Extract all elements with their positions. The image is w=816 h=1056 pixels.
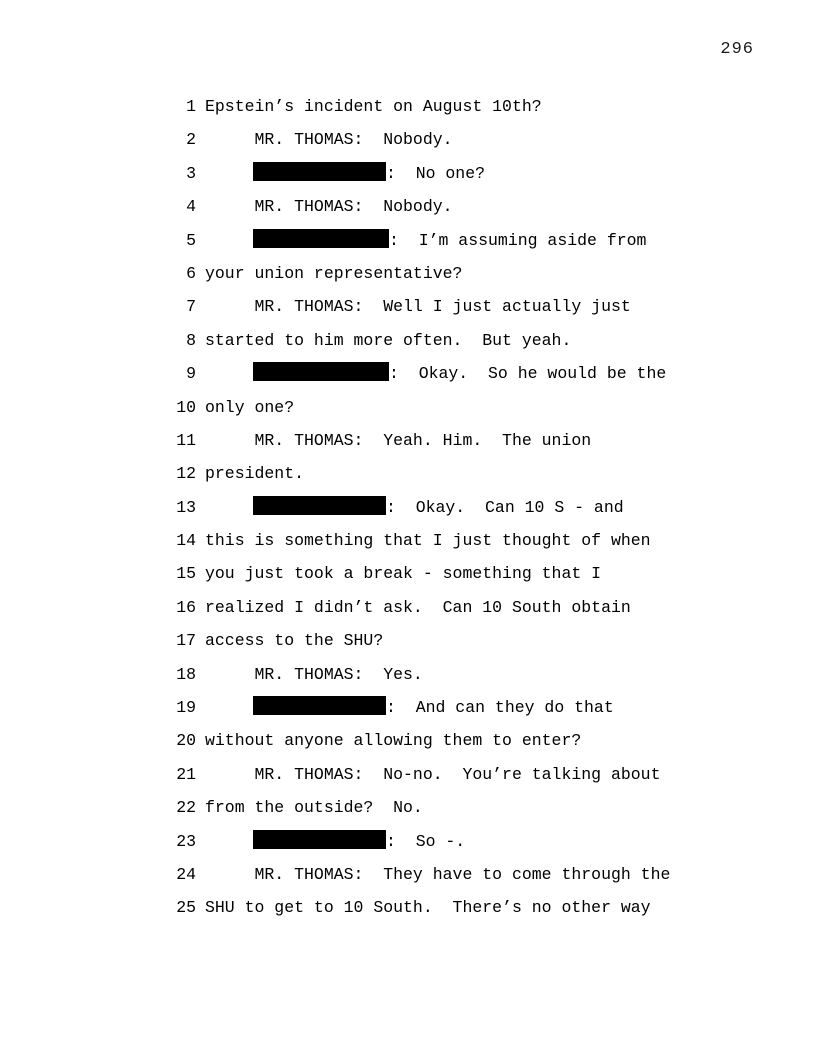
transcript-line	[0, 658, 816, 691]
line-text	[205, 157, 816, 190]
redaction-bar	[253, 496, 386, 515]
transcript-line	[0, 457, 816, 490]
line-content: : And can they do that	[386, 698, 614, 718]
line-content: started to him more often. But yeah.	[205, 330, 572, 350]
line-text	[205, 524, 816, 557]
transcript-line	[0, 758, 816, 791]
line-text	[205, 858, 816, 891]
line-number: 13	[176, 497, 196, 517]
line-content: MR. THOMAS: No-no. You’re talking about	[205, 764, 661, 784]
transcript-line	[0, 858, 816, 891]
line-text	[205, 324, 816, 357]
line-content: MR. THOMAS: Yes.	[205, 664, 423, 684]
line-content: from the outside? No.	[205, 798, 423, 818]
transcript-line	[0, 724, 816, 757]
line-number: 24	[176, 864, 196, 884]
line-content: president.	[205, 464, 305, 484]
transcript-line	[0, 791, 816, 824]
line-text	[205, 557, 816, 590]
line-content: you just took a break - something that I	[205, 564, 602, 584]
redaction-bar	[253, 162, 386, 181]
line-number: 1	[186, 97, 196, 116]
transcript-line	[0, 624, 816, 657]
line-text	[205, 825, 816, 858]
transcript-line	[0, 324, 816, 357]
redaction-bar	[253, 830, 386, 849]
transcript-line	[0, 257, 816, 290]
line-text	[205, 290, 816, 323]
transcript-line	[0, 224, 816, 257]
transcript-line	[0, 491, 816, 524]
line-text	[205, 190, 816, 223]
line-number: 19	[176, 698, 196, 718]
transcript-line	[0, 90, 816, 123]
redaction-bar	[253, 362, 389, 381]
line-number: 8	[186, 330, 196, 350]
line-text	[205, 491, 816, 524]
redaction-bar	[253, 229, 389, 248]
line-content: realized I didn’t ask. Can 10 South obtain	[205, 597, 631, 617]
line-text	[205, 758, 816, 791]
transcript-line	[0, 290, 816, 323]
page-number: 296	[720, 40, 754, 59]
transcript-line	[0, 691, 816, 724]
line-number: 20	[176, 731, 196, 751]
line-content: access to the SHU?	[205, 631, 384, 651]
line-number: 22	[176, 798, 196, 818]
line-number: 6	[186, 263, 196, 283]
line-text	[205, 658, 816, 691]
line-content: your union representative?	[205, 263, 463, 283]
line-content: MR. THOMAS: Yeah. Him. The union	[205, 430, 592, 450]
line-content: : No one?	[386, 163, 486, 183]
line-number: 5	[186, 230, 196, 250]
transcript-line	[0, 357, 816, 390]
line-number: 21	[176, 764, 196, 784]
line-number: 18	[176, 664, 196, 684]
transcript-line	[0, 557, 816, 590]
line-number: 10	[176, 397, 196, 417]
line-content: : So -.	[386, 831, 466, 851]
line-text	[205, 224, 816, 257]
line-text	[205, 391, 816, 424]
line-content: : I’m assuming aside from	[389, 230, 647, 250]
transcript-line	[0, 524, 816, 557]
line-text	[205, 357, 816, 390]
line-text	[205, 123, 816, 156]
line-text	[205, 724, 816, 757]
line-content: SHU to get to 10 South. There’s no other way	[205, 898, 651, 918]
line-text	[205, 691, 816, 724]
line-content: Epstein’s incident on August 10th?	[205, 97, 542, 116]
line-number: 16	[176, 597, 196, 617]
line-content: MR. THOMAS: Nobody.	[205, 130, 453, 150]
line-content: MR. THOMAS: They have to come through the	[205, 864, 671, 884]
line-number: 15	[176, 564, 196, 584]
line-number: 7	[186, 297, 196, 317]
line-number: 9	[186, 364, 196, 384]
line-number: 23	[176, 831, 196, 851]
line-text	[205, 257, 816, 290]
line-text	[205, 457, 816, 490]
transcript-body	[0, 90, 816, 925]
line-text	[205, 591, 816, 624]
line-text	[205, 624, 816, 657]
transcript-line	[0, 123, 816, 156]
line-content: : Okay. Can 10 S - and	[386, 497, 624, 517]
line-text	[205, 424, 816, 457]
line-number: 3	[186, 163, 196, 183]
line-text	[205, 791, 816, 824]
transcript-line	[0, 891, 816, 924]
line-number: 25	[176, 898, 196, 918]
transcript-line	[0, 591, 816, 624]
line-text	[205, 90, 816, 123]
line-content: this is something that I just thought of when	[205, 531, 651, 551]
redaction-bar	[253, 696, 386, 715]
transcript-line	[0, 391, 816, 424]
line-number: 4	[186, 197, 196, 217]
line-content: without anyone allowing them to enter?	[205, 731, 582, 751]
line-number: 11	[176, 430, 196, 450]
line-content: only one?	[205, 397, 295, 417]
line-text	[205, 891, 816, 924]
line-number: 12	[176, 464, 196, 484]
line-number: 2	[186, 130, 196, 150]
line-number: 14	[176, 531, 196, 551]
transcript-line	[0, 825, 816, 858]
line-number: 17	[176, 631, 196, 651]
transcript-line	[0, 157, 816, 190]
transcript-line	[0, 424, 816, 457]
line-content: MR. THOMAS: Well I just actually just	[205, 297, 631, 317]
line-content: MR. THOMAS: Nobody.	[205, 197, 453, 217]
transcript-line	[0, 190, 816, 223]
line-content: : Okay. So he would be the	[389, 364, 667, 384]
